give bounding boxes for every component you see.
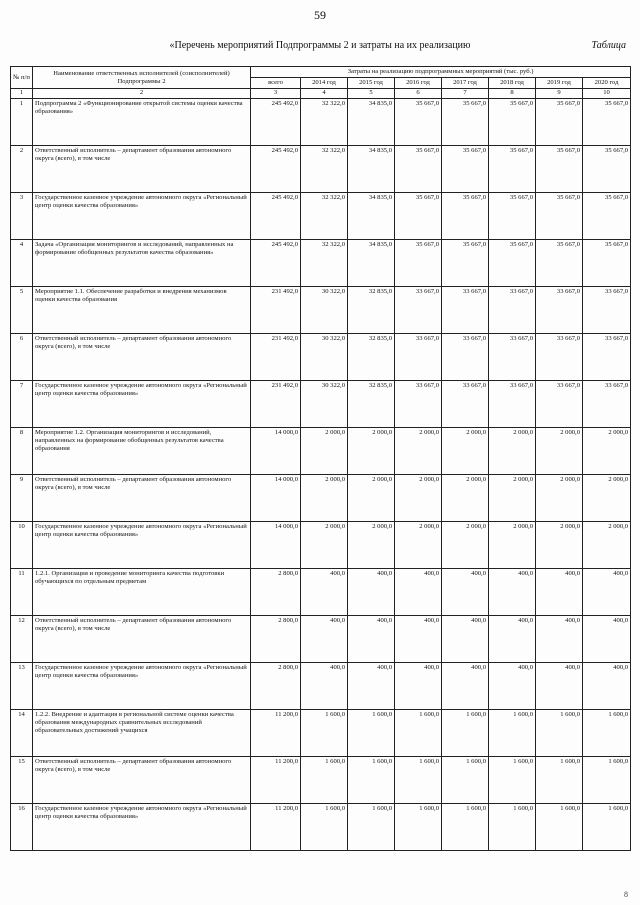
row-year-value: 32 322,0	[301, 240, 348, 287]
header-year: 2015 год	[348, 78, 395, 89]
table-row	[11, 616, 631, 663]
row-total: 11 200,0	[251, 804, 301, 851]
row-year-value: 2 000,0	[442, 475, 489, 522]
row-total: 245 492,0	[251, 99, 301, 146]
row-year-value: 35 667,0	[395, 193, 442, 240]
row-total: 231 492,0	[251, 287, 301, 334]
row-year-value: 33 667,0	[442, 287, 489, 334]
column-index: 1	[11, 89, 33, 99]
row-year-value: 30 322,0	[301, 381, 348, 428]
row-total: 2 800,0	[251, 616, 301, 663]
row-year-value: 400,0	[301, 663, 348, 710]
row-year-value: 2 000,0	[395, 522, 442, 569]
row-year-value: 33 667,0	[489, 287, 536, 334]
row-year-value: 32 835,0	[348, 381, 395, 428]
row-year-value: 400,0	[395, 663, 442, 710]
row-total: 245 492,0	[251, 240, 301, 287]
row-name: 1.2.2. Внедрение и адаптация в региональной системе оценки качества образования международных сравнительных исследований образовательных достижений учащихся	[33, 710, 251, 757]
row-year-value: 2 000,0	[348, 428, 395, 475]
table-row	[11, 240, 631, 287]
row-year-value: 400,0	[301, 616, 348, 663]
row-year-value: 32 322,0	[301, 99, 348, 146]
row-year-value: 34 835,0	[348, 193, 395, 240]
row-year-value: 32 835,0	[348, 334, 395, 381]
column-index: 10	[583, 89, 631, 99]
row-year-value: 33 667,0	[536, 334, 583, 381]
row-number: 15	[11, 757, 33, 804]
row-name: Ответственный исполнитель – департамент образования автономного округа (всего), в том числе	[33, 757, 251, 804]
row-year-value: 35 667,0	[536, 240, 583, 287]
row-year-value: 1 600,0	[301, 757, 348, 804]
row-year-value: 32 835,0	[348, 287, 395, 334]
row-number: 1	[11, 99, 33, 146]
row-year-value: 2 000,0	[301, 522, 348, 569]
header-num: № п/п	[11, 67, 33, 89]
row-year-value: 1 600,0	[301, 710, 348, 757]
column-index: 7	[442, 89, 489, 99]
row-year-value: 1 600,0	[442, 757, 489, 804]
table-row	[11, 804, 631, 851]
row-year-value: 2 000,0	[395, 475, 442, 522]
row-name: Подпрограмма 2 «Функционирование открытой системы оценки качества образования»	[33, 99, 251, 146]
row-year-value: 30 322,0	[301, 334, 348, 381]
row-year-value: 1 600,0	[442, 710, 489, 757]
header-row	[11, 67, 631, 78]
row-year-value: 1 600,0	[536, 710, 583, 757]
row-number: 9	[11, 475, 33, 522]
row-year-value: 1 600,0	[536, 757, 583, 804]
row-year-value: 33 667,0	[583, 381, 631, 428]
row-year-value: 2 000,0	[489, 475, 536, 522]
row-year-value: 2 000,0	[536, 428, 583, 475]
row-number: 6	[11, 334, 33, 381]
row-year-value: 35 667,0	[442, 146, 489, 193]
table-row	[11, 381, 631, 428]
row-total: 245 492,0	[251, 146, 301, 193]
row-year-value: 33 667,0	[442, 381, 489, 428]
row-name: Государственное казенное учреждение автономного округа «Региональный центр оценки качества образования»	[33, 804, 251, 851]
row-year-value: 400,0	[489, 616, 536, 663]
row-total: 11 200,0	[251, 757, 301, 804]
row-year-value: 1 600,0	[348, 710, 395, 757]
column-index: 8	[489, 89, 536, 99]
row-year-value: 33 667,0	[536, 381, 583, 428]
row-year-value: 35 667,0	[536, 146, 583, 193]
header-costs: Затраты на реализацию подпрограммных мероприятий (тыс. руб.)	[251, 67, 631, 78]
row-year-value: 1 600,0	[395, 710, 442, 757]
header-name: Наименование ответственных исполнителей (соисполнителей) Подпрограммы 2	[33, 67, 251, 89]
row-number: 12	[11, 616, 33, 663]
column-index: 4	[301, 89, 348, 99]
row-number: 4	[11, 240, 33, 287]
row-number: 3	[11, 193, 33, 240]
row-year-value: 2 000,0	[395, 428, 442, 475]
row-year-value: 400,0	[489, 663, 536, 710]
row-name: Мероприятие 1.2. Организация мониторингов и исследований, направленных на формирование обобщенных результатов качества образования	[33, 428, 251, 475]
row-year-value: 32 322,0	[301, 193, 348, 240]
row-number: 16	[11, 804, 33, 851]
table-row	[11, 287, 631, 334]
row-year-value: 35 667,0	[395, 146, 442, 193]
row-total: 231 492,0	[251, 334, 301, 381]
row-year-value: 400,0	[395, 569, 442, 616]
row-year-value: 1 600,0	[395, 757, 442, 804]
row-year-value: 1 600,0	[489, 804, 536, 851]
row-year-value: 400,0	[442, 663, 489, 710]
row-year-value: 400,0	[442, 616, 489, 663]
table-row	[11, 757, 631, 804]
row-year-value: 400,0	[583, 663, 631, 710]
program-costs-table	[10, 66, 631, 851]
header-year: 2014 год	[301, 78, 348, 89]
row-name: Задача «Организация мониторингов и исследований, направленных на формирование обобщенных результатов качества образования»	[33, 240, 251, 287]
row-number: 11	[11, 569, 33, 616]
row-total: 14 000,0	[251, 428, 301, 475]
row-year-value: 1 600,0	[348, 757, 395, 804]
document-title: «Перечень мероприятий Подпрограммы 2 и затраты на их реализацию	[169, 40, 471, 51]
row-year-value: 400,0	[442, 569, 489, 616]
row-year-value: 1 600,0	[583, 710, 631, 757]
row-total: 14 000,0	[251, 475, 301, 522]
header-year: 2020 год	[583, 78, 631, 89]
row-number: 10	[11, 522, 33, 569]
row-year-value: 35 667,0	[536, 99, 583, 146]
table-row	[11, 475, 631, 522]
row-year-value: 2 000,0	[583, 428, 631, 475]
table-row	[11, 522, 631, 569]
row-name: Ответственный исполнитель – департамент образования автономного округа (всего), в том числе	[33, 146, 251, 193]
row-year-value: 2 000,0	[536, 475, 583, 522]
row-year-value: 35 667,0	[442, 240, 489, 287]
table-row	[11, 663, 631, 710]
column-index: 2	[33, 89, 251, 99]
row-year-value: 34 835,0	[348, 146, 395, 193]
row-year-value: 1 600,0	[583, 804, 631, 851]
row-total: 231 492,0	[251, 381, 301, 428]
row-number: 13	[11, 663, 33, 710]
row-name: Государственное казенное учреждение автономного округа «Региональный центр оценки качества образования»	[33, 193, 251, 240]
row-year-value: 35 667,0	[395, 99, 442, 146]
row-year-value: 400,0	[536, 663, 583, 710]
row-total: 2 800,0	[251, 569, 301, 616]
row-year-value: 2 000,0	[489, 522, 536, 569]
row-year-value: 33 667,0	[489, 334, 536, 381]
row-year-value: 35 667,0	[583, 99, 631, 146]
row-year-value: 2 000,0	[301, 428, 348, 475]
row-year-value: 35 667,0	[583, 240, 631, 287]
row-year-value: 33 667,0	[489, 381, 536, 428]
column-index-row	[11, 89, 631, 99]
page-number: 59	[314, 8, 326, 22]
row-year-value: 400,0	[536, 616, 583, 663]
row-year-value: 1 600,0	[301, 804, 348, 851]
row-total: 2 800,0	[251, 663, 301, 710]
row-total: 14 000,0	[251, 522, 301, 569]
row-year-value: 35 667,0	[536, 193, 583, 240]
row-year-value: 35 667,0	[583, 193, 631, 240]
row-year-value: 1 600,0	[583, 757, 631, 804]
table-row	[11, 710, 631, 757]
row-name: Ответственный исполнитель – департамент образования автономного округа (всего), в том числе	[33, 475, 251, 522]
row-year-value: 400,0	[395, 616, 442, 663]
row-year-value: 400,0	[583, 616, 631, 663]
header-total: всего	[251, 78, 301, 89]
row-year-value: 400,0	[583, 569, 631, 616]
row-year-value: 2 000,0	[301, 475, 348, 522]
row-year-value: 2 000,0	[348, 475, 395, 522]
row-year-value: 33 667,0	[395, 334, 442, 381]
row-year-value: 32 322,0	[301, 146, 348, 193]
table-row	[11, 99, 631, 146]
column-index: 3	[251, 89, 301, 99]
row-year-value: 33 667,0	[583, 334, 631, 381]
row-year-value: 2 000,0	[489, 428, 536, 475]
row-year-value: 35 667,0	[489, 99, 536, 146]
table-row	[11, 193, 631, 240]
row-year-value: 35 667,0	[442, 193, 489, 240]
row-year-value: 1 600,0	[395, 804, 442, 851]
row-year-value: 33 667,0	[583, 287, 631, 334]
row-year-value: 2 000,0	[348, 522, 395, 569]
row-total: 245 492,0	[251, 193, 301, 240]
row-name: Государственное казенное учреждение автономного округа «Региональный центр оценки качества образования»	[33, 663, 251, 710]
table-row	[11, 428, 631, 475]
row-name: Ответственный исполнитель – департамент образования автономного округа (всего), в том числе	[33, 334, 251, 381]
table-row	[11, 334, 631, 381]
row-year-value: 1 600,0	[536, 804, 583, 851]
row-name: Мероприятие 1.1. Обеспечение разработки и внедрения механизмов оценки качества образования	[33, 287, 251, 334]
header-year: 2018 год	[489, 78, 536, 89]
row-year-value: 1 600,0	[348, 804, 395, 851]
row-year-value: 400,0	[536, 569, 583, 616]
row-year-value: 400,0	[348, 616, 395, 663]
row-number: 7	[11, 381, 33, 428]
header-year: 2017 год	[442, 78, 489, 89]
row-number: 5	[11, 287, 33, 334]
row-total: 11 200,0	[251, 710, 301, 757]
row-year-value: 400,0	[301, 569, 348, 616]
table-label: Таблица	[591, 40, 626, 51]
column-index: 5	[348, 89, 395, 99]
header-year: 2016 год	[395, 78, 442, 89]
row-number: 14	[11, 710, 33, 757]
row-name: Государственное казенное учреждение автономного округа «Региональный центр оценки качества образования»	[33, 381, 251, 428]
row-year-value: 1 600,0	[489, 757, 536, 804]
row-year-value: 33 667,0	[442, 334, 489, 381]
row-year-value: 400,0	[348, 663, 395, 710]
row-name: Ответственный исполнитель – департамент образования автономного округа (всего), в том числе	[33, 616, 251, 663]
table-row	[11, 569, 631, 616]
row-year-value: 35 667,0	[583, 146, 631, 193]
column-index: 6	[395, 89, 442, 99]
row-year-value: 35 667,0	[395, 240, 442, 287]
row-year-value: 35 667,0	[442, 99, 489, 146]
row-year-value: 1 600,0	[489, 710, 536, 757]
table-row	[11, 146, 631, 193]
row-year-value: 2 000,0	[442, 428, 489, 475]
row-number: 2	[11, 146, 33, 193]
row-name: Государственное казенное учреждение автономного округа «Региональный центр оценки качества образования»	[33, 522, 251, 569]
row-year-value: 35 667,0	[489, 146, 536, 193]
row-year-value: 2 000,0	[583, 475, 631, 522]
row-year-value: 2 000,0	[583, 522, 631, 569]
row-year-value: 35 667,0	[489, 240, 536, 287]
row-year-value: 33 667,0	[536, 287, 583, 334]
row-name: 1.2.1. Организация и проведение мониторинга качества подготовки обучающихся по отдельным предметам	[33, 569, 251, 616]
row-year-value: 2 000,0	[442, 522, 489, 569]
corner-mark: 8	[624, 890, 628, 899]
row-year-value: 35 667,0	[489, 193, 536, 240]
row-year-value: 400,0	[348, 569, 395, 616]
row-year-value: 34 835,0	[348, 99, 395, 146]
row-year-value: 30 322,0	[301, 287, 348, 334]
row-year-value: 2 000,0	[536, 522, 583, 569]
column-index: 9	[536, 89, 583, 99]
row-year-value: 1 600,0	[442, 804, 489, 851]
row-year-value: 34 835,0	[348, 240, 395, 287]
header-year: 2019 год	[536, 78, 583, 89]
row-year-value: 400,0	[489, 569, 536, 616]
row-year-value: 33 667,0	[395, 287, 442, 334]
row-year-value: 33 667,0	[395, 381, 442, 428]
row-number: 8	[11, 428, 33, 475]
